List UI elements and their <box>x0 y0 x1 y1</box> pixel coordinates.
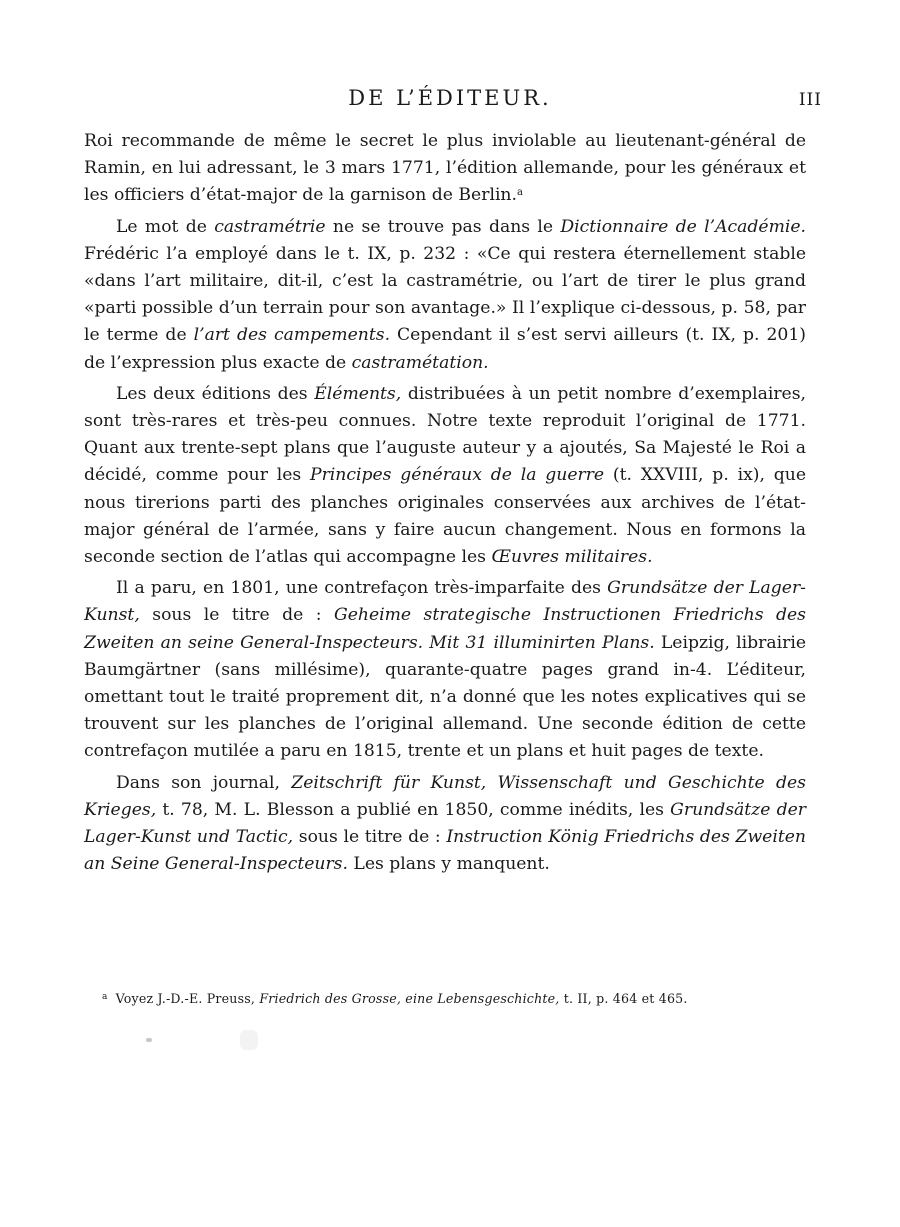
footnote-mark: a <box>102 992 108 1002</box>
italic-text: l’art des campements. <box>193 325 391 346</box>
italic-text: Éléments, <box>314 383 402 404</box>
italic-text: Dictionnaire de l’Académie. <box>560 216 806 237</box>
footnote <box>102 988 802 1008</box>
italic-text: Zeitschrift für Kunst, Wissenschaft und Geschichte des Krieges, <box>84 772 806 820</box>
page-number: III <box>798 90 822 110</box>
footnote-reference: a <box>516 187 523 199</box>
text-run: Les plans y manquent. <box>347 854 550 875</box>
text-run: t. 78, M. L. Blesson a publié en 1850, comme inédits, les <box>156 799 671 820</box>
paragraph <box>84 128 806 210</box>
italic-text: Grundsätze der Lager-Kunst und Tactic, <box>84 799 806 848</box>
text-run: distribuées à un petit nombre d’exemplaires, sont très-rares et très-peu connues. Notre texte reproduit l’original de 1771. Quant aux trente-sept plans que l’auguste auteur y a ajoutés, Sa Majesté le Roi a décidé, comme pour les <box>84 383 806 486</box>
italic-text: Instruction König Friedrichs des Zweiten an Seine General-Inspecteurs. <box>84 827 806 875</box>
text-run: Voyez J.-D.-E. Preuss, <box>115 991 260 1006</box>
body-text <box>84 128 806 882</box>
italic-text: castramétation. <box>351 352 489 373</box>
text-run: sous le titre de : <box>293 827 447 848</box>
paragraph <box>84 575 806 765</box>
paper-smudge <box>240 1030 258 1050</box>
ink-smudge <box>146 1038 152 1042</box>
paragraph <box>84 214 806 377</box>
text-run: Il a paru, en 1801, une contrefaçon très-imparfaite des <box>116 578 608 599</box>
text-run: Cependant il s’est servi ailleurs (t. IX, p. 201) de l’expression plus exacte de <box>84 325 806 373</box>
italic-text: Œuvres militaires. <box>491 547 653 568</box>
text-run: sous le titre de : <box>139 605 334 626</box>
footnote-text <box>116 991 688 1006</box>
italic-text: Friedrich des Grosse, eine Lebensgeschichte, <box>259 991 560 1006</box>
paragraph <box>84 381 806 571</box>
italic-text: Geheime strategische Instructionen Friedrichs des Zweiten an seine General-Inspecteurs. Mit 31 illuminirten Plans. <box>84 605 807 653</box>
text-run: (t. XXVIII, p. ix), que nous tirerions parti des planches originales conservées aux archives de l’état-major général de l’armée, sans y faire aucun changement. Nous en formons la seconde section de l’atlas qui accompagne les <box>84 465 806 568</box>
text-run: Le mot de <box>116 216 215 237</box>
italic-text: castramétrie <box>214 216 326 237</box>
italic-text: Principes généraux de la guerre <box>310 465 605 486</box>
text-run: Les deux éditions des <box>116 383 315 404</box>
text-run: Dans son journal, <box>116 772 292 793</box>
text-run: Leipzig, librairie Baumgärtner (sans millésime), quarante-quatre pages grand in-4. L’éditeur, omettant tout le traité proprement dit, n’a donné que les notes explicatives qui se trouvent sur les planches de l’original allemand. Une seconde édition de cette contrefaçon mutilée a paru en 1815, trente et un plans et huit pages de texte. <box>84 632 807 762</box>
running-head <box>0 86 900 116</box>
text-run: t. II, p. 464 et 465. <box>559 991 688 1006</box>
paragraph <box>84 770 806 879</box>
text-run: Roi recommande de même le secret le plus inviolable au lieutenant-général de Ramin, en lui adressant, le 3 mars 1771, l’édition allemande, pour les généraux et les officiers d’état-major de la garnison de Berlin. <box>84 131 806 206</box>
italic-text: Grundsätze der Lager-Kunst, <box>84 578 806 626</box>
running-title: DE L’ÉDITEUR. <box>348 86 552 110</box>
text-run: ne se trouve pas dans le <box>325 216 561 237</box>
text-run: Frédéric l’a employé dans le t. IX, p. 232 : «Ce qui restera éternellement stable «dans l’art militaire, dit-il, c’est la castramétrie, ou l’art de tirer le plus grand «parti possible d’un terrain pour son avantage.» Il l’explique ci-dessous, p. 58, par le terme de <box>84 243 806 346</box>
